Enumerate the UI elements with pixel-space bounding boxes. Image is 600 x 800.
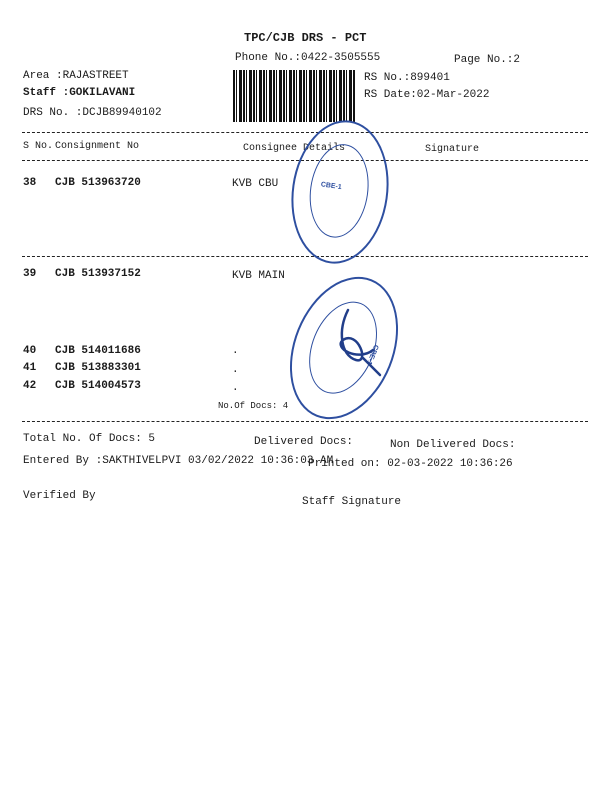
- row-sno: 39: [23, 268, 37, 280]
- row-consignee: KVB MAIN: [232, 270, 285, 282]
- column-consignee: Consignee Details: [243, 143, 346, 154]
- docs-count: No.Of Docs: 4: [218, 401, 289, 411]
- rs-date: RS Date:02-Mar-2022: [364, 89, 490, 101]
- printed-on: Printed on: 02-03-2022 10:36:26: [308, 458, 513, 470]
- total-docs: Total No. Of Docs: 5: [23, 433, 156, 445]
- signature-mark: [318, 300, 398, 390]
- document-title: TPC/CJB DRS - PCT: [244, 31, 367, 45]
- verified-by: Verified By: [23, 490, 96, 502]
- entered-by: Entered By :SAKTHIVELPVI 03/02/2022 10:36:03 AM: [23, 455, 334, 467]
- drs-number: DRS No. :DCJB89940102: [23, 107, 162, 119]
- phone-number: Phone No.:0422-3505555: [235, 52, 381, 64]
- staff-label: Staff :GOKILAVANI: [23, 87, 136, 99]
- area-label: Area :RAJASTREET: [23, 70, 129, 82]
- row-consignment: CJB 514004573: [55, 380, 141, 392]
- row-sno: 42: [23, 380, 37, 392]
- page-number: Page No.:2: [454, 54, 521, 66]
- bank-stamp-top: CBE-1: [282, 114, 397, 270]
- column-signature: Signature: [425, 144, 480, 155]
- stamp-branch: CBE-1: [364, 343, 380, 366]
- row-consignment: CJB 514011686: [55, 345, 141, 357]
- column-sno: S No.: [23, 141, 54, 152]
- staff-signature: Staff Signature: [302, 496, 402, 508]
- row-consignee: .: [232, 364, 239, 376]
- column-consignment: Consignment No: [55, 141, 140, 152]
- row-consignee: KVB CBU: [232, 178, 279, 190]
- divider: [22, 132, 588, 133]
- row-sno: 38: [23, 177, 37, 189]
- row-consignee: .: [232, 345, 239, 357]
- row-sno: 41: [23, 362, 37, 374]
- rs-number: RS No.:899401: [364, 72, 450, 84]
- row-consignment: CJB 513937152: [55, 268, 141, 280]
- row-consignment: CJB 513883301: [55, 362, 141, 374]
- delivered-docs: Delivered Docs:: [254, 436, 354, 448]
- divider: [22, 421, 588, 422]
- non-delivered-docs: Non Delivered Docs:: [390, 439, 516, 451]
- row-consignment: CJB 513963720: [55, 177, 141, 189]
- divider: [22, 256, 588, 257]
- row-sno: 40: [23, 345, 37, 357]
- row-consignee: .: [232, 382, 239, 394]
- barcode: [233, 70, 355, 122]
